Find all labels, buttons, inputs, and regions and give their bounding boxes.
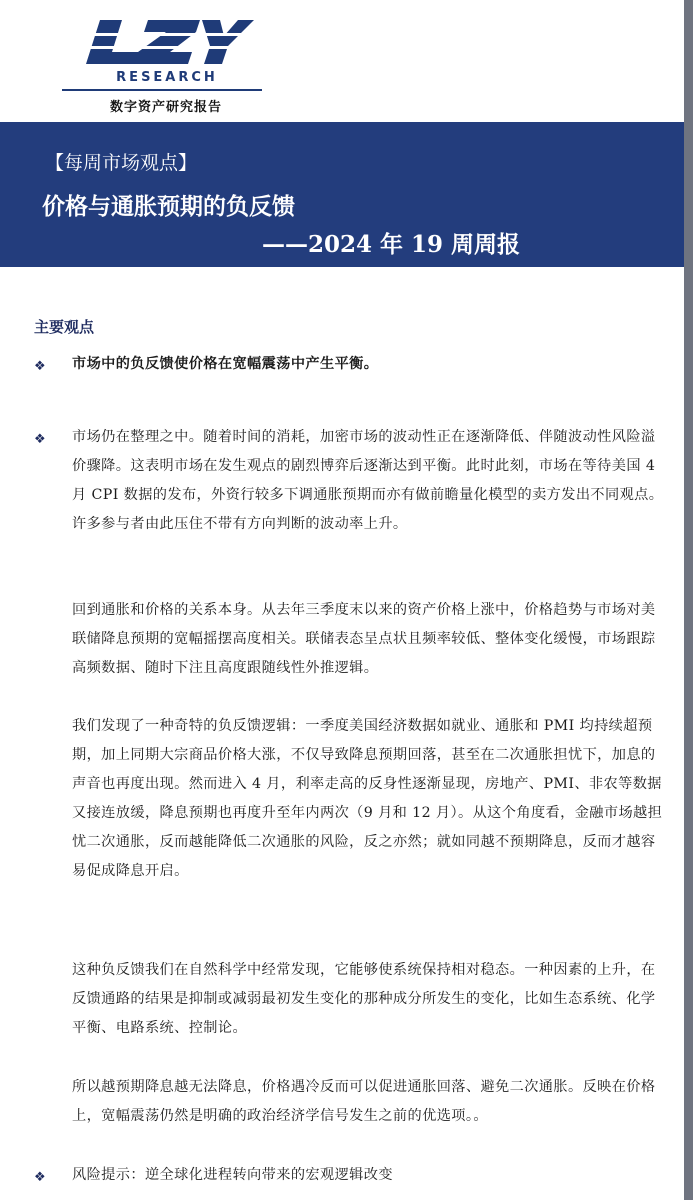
lzy-research-logo	[62, 18, 262, 113]
paragraph-market-status: 市场仍在整理之中。随着时间的消耗，加密市场的波动性正在逐渐降低、伴随波动性风险溢价骤降。这表明市场在发生观点的剧烈博弈后逐渐达到平衡。此时此刻，市场在等待美国 4 月 CPI 数据的发布，外资行较多下调通胀预期而亦有做前瞻量化模型的卖方发出不同观点。许多参与者由此压住不带有方向判断的波动率上升。	[72, 429, 664, 532]
report-category: 【每周市场观点】	[45, 152, 198, 174]
paragraph-negative-feedback: 我们发现了一种奇特的负反馈逻辑：一季度美国经济数据如就业、通胀和 PMI 均持续超预期，加上同期大宗商品价格大涨，不仅导致降息预期回落，甚至在二次通胀担忧下，加息的声音也再度出现。然而进入 4 月，利率走高的反身性逐渐显现，房地产、PMI、非农等数据又接连放缓，降息预期也再度升至年内两次（9 月和 12 月）。从这个角度看，金融市场越担忧二次通胀，反而越能降低二次通胀的风险，反之亦然；就如同越不预期降息，反而才越容易促成降息开启。	[72, 718, 663, 879]
bullet-icon: ❖	[34, 432, 46, 447]
report-title: 价格与通胀预期的负反馈	[42, 193, 295, 220]
paragraph-natural-science: 这种负反馈我们在自然科学中经常发现，它能够使系统保持相对稳态。一种因素的上升，在反馈通路的结果是抑制或减弱最初发生变化的那种成分所发生的变化，比如生态系统、化学平衡、电路系统、控制论。	[72, 962, 656, 1036]
title-banner	[0, 122, 684, 267]
report-type-label: 数字资产研究报告	[110, 100, 223, 115]
key-point-summary: 市场中的负反馈使价格在宽幅震荡中产生平衡。	[72, 356, 379, 372]
lzy-logo-mark	[78, 18, 254, 66]
bullet-icon: ❖	[34, 359, 46, 374]
risk-warning: 风险提示：逆全球化进程转向带来的宏观逻辑改变	[72, 1167, 393, 1183]
paragraph-conclusion: 所以越预期降息越无法降息，价格遇冷反而可以促进通胀回落、避免二次通胀。反映在价格上，宽幅震荡仍然是明确的政治经济学信号发生之前的优选项。。	[72, 1079, 656, 1124]
report-subtitle: ——2024 年 19 周周报	[262, 231, 521, 258]
bullet-icon: ❖	[34, 1170, 46, 1185]
paragraph-inflation-price: 回到通胀和价格的关系本身。从去年三季度末以来的资产价格上涨中，价格趋势与市场对美联储降息预期的宽幅摇摆高度相关。联储表态呈点状且频率较低、整体变化缓慢，市场跟踪高频数据、随时下注且高度跟随线性外推逻辑。	[72, 602, 656, 676]
page-edge-shadow	[684, 0, 693, 1200]
section-heading: 主要观点	[34, 318, 95, 336]
logo-research-text: RESEARCH	[116, 70, 218, 85]
logo-divider	[62, 89, 262, 91]
